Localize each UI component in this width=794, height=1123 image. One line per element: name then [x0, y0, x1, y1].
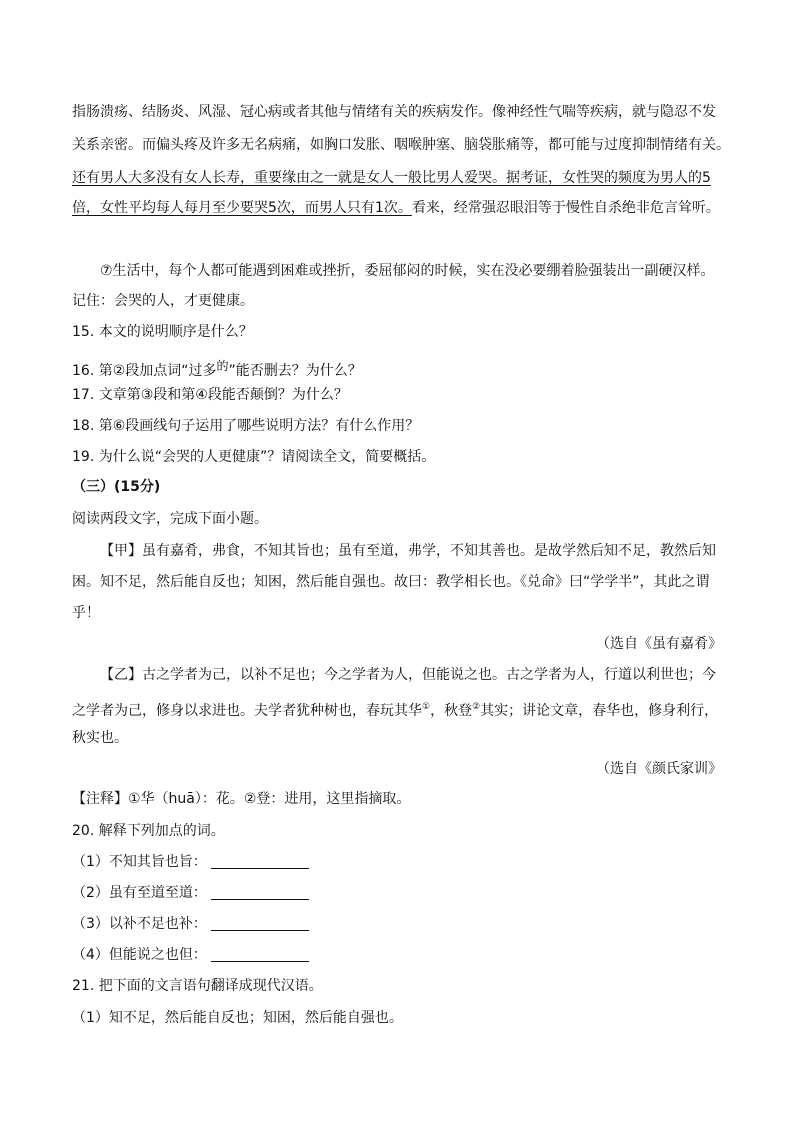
para6-line4-tail: 看来，经常强忍眼泪等于慢性自杀绝非危言耸听。: [411, 200, 720, 216]
passage-yi-line2-c: 其实；讲论文章，春华也，修身利行，: [480, 703, 719, 719]
question-20-item-3: [72, 915, 309, 933]
answer-blank-4[interactable]: [211, 947, 309, 962]
answer-blank-3[interactable]: [211, 916, 309, 931]
para6-line2: 关系亲密。而偏头疼及许多无名病痛，如胸口发胀、咽喉肿塞、脑袋胀痛等，都可能与过度抑制情绪有关。: [72, 137, 730, 153]
para6-line1: 指肠溃疡、结肠炎、风湿、冠心病或者其他与情绪有关的疾病发作。像神经性气喘等疾病，就与隐忍不发: [72, 104, 716, 120]
question-16-text-a: 16. 第②段加点词“过多: [72, 363, 217, 379]
passage-yi-line2-a: 之学者为己，修身以求进也。夫学者犹种树也，春玩其华: [72, 703, 422, 719]
question-17: 17. 文章第③段和第④段能否颠倒？为什么？: [72, 387, 348, 403]
question-20-title: 20. 解释下列加点的词。: [72, 823, 225, 839]
para7-line1: ⑦生活中，每个人都可能遇到困难或挫折，委屈郁闷的时候，实在没必要绷着脸强装出一副硬汉样。: [100, 263, 715, 279]
answer-blank-2[interactable]: [211, 885, 309, 900]
question-20-item-3-label: （3）以补不足也补：: [72, 916, 207, 932]
passage-jia-line3: 乎！: [72, 605, 100, 621]
question-16-de: 的: [216, 359, 229, 373]
question-21-item-1: （1）知不足，然后能自反也；知困，然后能自强也。: [72, 1010, 403, 1026]
section-3-heading: （三）(15分): [72, 479, 161, 495]
section-3-instruction: 阅读两段文字，完成下面小题。: [72, 511, 268, 527]
footnote-mark-2: ②: [472, 702, 481, 712]
question-20-item-1: [72, 853, 309, 871]
passage-jia-line2: 困。知不足，然后能自反也；知困，然后能自强也。故曰：教学相长也。《兑命》曰“学学半”，其此之谓: [72, 574, 710, 590]
question-19: 19. 为什么说“会哭的人更健康”？请阅读全文，简要概括。: [72, 449, 436, 465]
question-16: [72, 357, 362, 380]
question-20-item-2: [72, 884, 309, 902]
passage-yi-line3: 秋实也。: [72, 730, 128, 746]
question-20-item-2-label: （2）虽有至道至道：: [72, 885, 207, 901]
passage-yi-line1: 【乙】古之学者为己，以补不足也；今之学者为人，但能说之也。古之学者为人，行道以利世也；今: [100, 667, 716, 683]
question-20-item-4-label: （4）但能说之也但：: [72, 947, 207, 963]
para6-underlined-line3: 还有男人大多没有女人长寿，重要缘由之一就是女人一般比男人爱哭。据考证，女性哭的频度为男人的5: [72, 170, 711, 186]
para6-underlined-line4: 倍，女性平均每人每月至少要哭5次，而男人只有1次。: [72, 200, 412, 216]
footnote-mark-1: ①: [422, 702, 431, 712]
question-21-title: 21. 把下面的文言语句翻译成现代汉语。: [72, 978, 323, 994]
question-20-item-1-label: （1）不知其旨也旨：: [72, 854, 207, 870]
question-18: 18. 第⑥段画线句子运用了哪些说明方法？有什么作用？: [72, 418, 420, 434]
para7-line2: 记住：会哭的人，才更健康。: [72, 293, 254, 309]
passage-yi-line2-b: ，秋登: [430, 703, 473, 719]
passage-jia-line1: 【甲】虽有嘉肴，弗食，不知其旨也；虽有至道，弗学，不知其善也。是故学然后知不足，教然后知: [100, 543, 716, 559]
answer-blank-1[interactable]: [211, 854, 309, 869]
question-20-item-4: [72, 946, 309, 964]
passage-yi-line2: [72, 698, 718, 720]
question-16-text-b: ”能否删去？为什么？: [228, 363, 362, 379]
annotation-note: 【注释】①华（huā）：花。②登：进用，这里指摘取。: [72, 791, 411, 807]
passage-yi-source: （选自《颜氏家训》: [596, 761, 722, 777]
para6-line4: [72, 199, 720, 217]
passage-jia-source: （选自《虽有嘉肴》: [596, 636, 722, 652]
question-15: 15. 本文的说明顺序是什么？: [72, 324, 253, 340]
